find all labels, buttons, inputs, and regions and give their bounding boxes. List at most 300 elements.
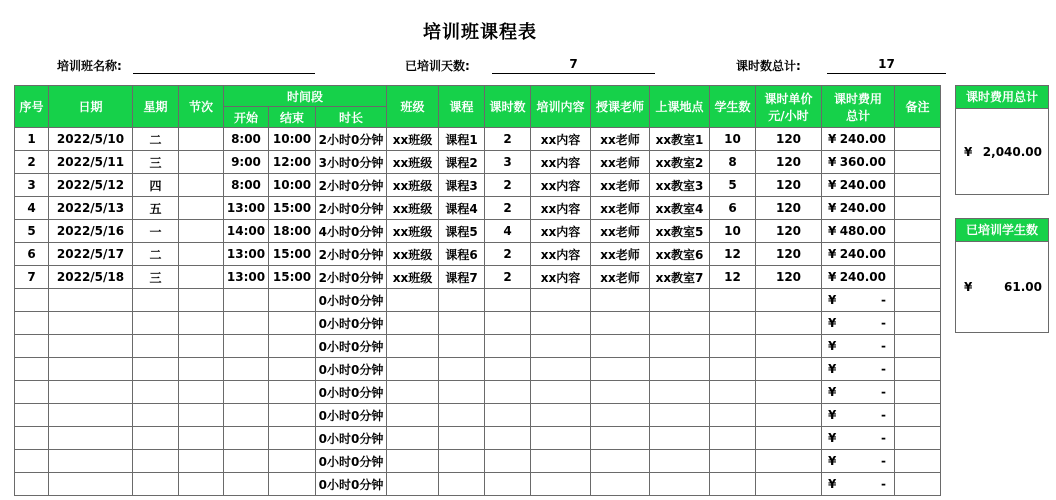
cell-remark[interactable]	[895, 151, 941, 174]
cell-total-fee[interactable]	[822, 128, 895, 151]
fee-value: -	[881, 477, 886, 491]
cell-total-fee[interactable]	[822, 427, 895, 450]
cell-hours[interactable]: 3	[485, 151, 531, 174]
cell-start[interactable]	[224, 404, 269, 427]
cell-location[interactable]: xx教室5	[650, 220, 710, 243]
cell-start[interactable]	[224, 473, 269, 496]
cell-teacher[interactable]: xx老师	[591, 266, 650, 289]
cell-hours[interactable]	[485, 404, 531, 427]
cell-no[interactable]: 5	[15, 220, 49, 243]
cell-session[interactable]	[179, 174, 224, 197]
cell-duration[interactable]: 2小时0分钟	[316, 128, 387, 151]
cell-remark[interactable]	[895, 335, 941, 358]
cell-date[interactable]	[49, 289, 133, 312]
cell-duration[interactable]: 0小时0分钟	[316, 450, 387, 473]
cell-location[interactable]	[650, 335, 710, 358]
cell-unit-price[interactable]	[756, 358, 822, 381]
header-location: 上课地点	[650, 86, 710, 128]
cell-duration[interactable]: 0小时0分钟	[316, 404, 387, 427]
cell-remark[interactable]	[895, 197, 941, 220]
cell-teacher[interactable]: xx老师	[591, 197, 650, 220]
cell-teacher[interactable]	[591, 450, 650, 473]
cell-session[interactable]	[179, 473, 224, 496]
cell-unit-price[interactable]	[756, 335, 822, 358]
cell-class[interactable]: xx班级	[387, 197, 439, 220]
cell-class[interactable]	[387, 381, 439, 404]
cell-course[interactable]: 课程1	[439, 128, 485, 151]
table-row	[15, 312, 941, 335]
cell-duration[interactable]: 2小时0分钟	[316, 266, 387, 289]
cell-class[interactable]	[387, 404, 439, 427]
cell-end[interactable]: 10:00	[269, 128, 316, 151]
cell-class[interactable]	[387, 473, 439, 496]
cell-session[interactable]	[179, 450, 224, 473]
cell-students[interactable]	[710, 427, 756, 450]
cell-class[interactable]: xx班级	[387, 128, 439, 151]
cell-teacher[interactable]: xx老师	[591, 243, 650, 266]
cell-duration[interactable]: 0小时0分钟	[316, 427, 387, 450]
cell-no[interactable]	[15, 427, 49, 450]
cell-hours[interactable]	[485, 312, 531, 335]
cell-teacher[interactable]	[591, 289, 650, 312]
cell-date[interactable]	[49, 312, 133, 335]
cell-location[interactable]	[650, 289, 710, 312]
cell-remark[interactable]	[895, 427, 941, 450]
cell-course[interactable]: 课程3	[439, 174, 485, 197]
cell-start[interactable]: 9:00	[224, 151, 269, 174]
cell-teacher[interactable]	[591, 427, 650, 450]
cell-no[interactable]: 1	[15, 128, 49, 151]
cell-course[interactable]: 课程5	[439, 220, 485, 243]
cell-start[interactable]	[224, 381, 269, 404]
cell-course[interactable]	[439, 358, 485, 381]
cell-unit-price[interactable]	[756, 427, 822, 450]
cell-students[interactable]	[710, 404, 756, 427]
cell-remark[interactable]	[895, 128, 941, 151]
cell-location[interactable]: xx教室1	[650, 128, 710, 151]
cell-unit-price[interactable]: 120	[756, 243, 822, 266]
cell-hours[interactable]	[485, 358, 531, 381]
cell-unit-price[interactable]	[756, 312, 822, 335]
cell-weekday[interactable]	[133, 289, 179, 312]
cell-location[interactable]: xx教室3	[650, 174, 710, 197]
cell-students[interactable]	[710, 473, 756, 496]
cell-session[interactable]	[179, 197, 224, 220]
header-unit-price	[756, 86, 822, 128]
currency-symbol: ¥	[828, 155, 837, 169]
cell-students[interactable]	[710, 312, 756, 335]
cell-start[interactable]	[224, 427, 269, 450]
header-date: 日期	[49, 86, 133, 128]
cell-course[interactable]	[439, 381, 485, 404]
cell-course[interactable]: 课程2	[439, 151, 485, 174]
cell-weekday[interactable]	[133, 473, 179, 496]
table-row	[15, 128, 941, 151]
cell-end[interactable]: 18:00	[269, 220, 316, 243]
students-summary-body	[956, 242, 1048, 332]
cell-session[interactable]	[179, 312, 224, 335]
cell-remark[interactable]	[895, 243, 941, 266]
cell-weekday[interactable]: 二	[133, 243, 179, 266]
cell-course[interactable]	[439, 473, 485, 496]
cell-end[interactable]	[269, 450, 316, 473]
cell-location[interactable]: xx教室2	[650, 151, 710, 174]
cell-students[interactable]: 5	[710, 174, 756, 197]
cell-session[interactable]	[179, 358, 224, 381]
cell-class[interactable]	[387, 427, 439, 450]
cell-unit-price[interactable]	[756, 450, 822, 473]
cell-course[interactable]	[439, 404, 485, 427]
cell-remark[interactable]	[895, 450, 941, 473]
cell-no[interactable]	[15, 335, 49, 358]
cell-teacher[interactable]	[591, 404, 650, 427]
cell-teacher[interactable]	[591, 473, 650, 496]
header-start: 开始	[224, 107, 269, 128]
cell-total-fee[interactable]	[822, 289, 895, 312]
header-total-fee	[822, 86, 895, 128]
cell-content[interactable]	[531, 427, 591, 450]
cell-start[interactable]: 8:00	[224, 174, 269, 197]
cell-no[interactable]	[15, 404, 49, 427]
cell-session[interactable]	[179, 289, 224, 312]
cell-start[interactable]	[224, 289, 269, 312]
cell-date[interactable]	[49, 404, 133, 427]
cell-teacher[interactable]: xx老师	[591, 174, 650, 197]
cell-date[interactable]: 2022/5/18	[49, 266, 133, 289]
cell-hours[interactable]	[485, 381, 531, 404]
cell-total-fee[interactable]	[822, 151, 895, 174]
cell-class[interactable]	[387, 335, 439, 358]
cell-students[interactable]	[710, 381, 756, 404]
cell-unit-price[interactable]: 120	[756, 220, 822, 243]
cell-teacher[interactable]	[591, 358, 650, 381]
cell-students[interactable]	[710, 289, 756, 312]
cell-date[interactable]: 2022/5/13	[49, 197, 133, 220]
header-no: 序号	[15, 86, 49, 128]
cell-unit-price[interactable]	[756, 473, 822, 496]
cell-hours[interactable]: 2	[485, 266, 531, 289]
cell-class[interactable]: xx班级	[387, 220, 439, 243]
header-course: 课程	[439, 86, 485, 128]
cell-location[interactable]	[650, 473, 710, 496]
cell-weekday[interactable]	[133, 404, 179, 427]
fee-value: -	[881, 431, 886, 445]
cell-weekday[interactable]: 三	[133, 151, 179, 174]
fee-value: 480.00	[839, 224, 886, 238]
cell-content[interactable]	[531, 358, 591, 381]
cell-course[interactable]	[439, 312, 485, 335]
cell-class[interactable]: xx班级	[387, 151, 439, 174]
cell-no[interactable]: 3	[15, 174, 49, 197]
days-field	[492, 73, 655, 74]
cell-weekday[interactable]: 五	[133, 197, 179, 220]
cell-location[interactable]	[650, 312, 710, 335]
hours-label: 课时数总计:	[736, 59, 801, 73]
currency-symbol: ¥	[964, 280, 973, 294]
cell-weekday[interactable]	[133, 381, 179, 404]
cell-remark[interactable]	[895, 473, 941, 496]
cell-course[interactable]	[439, 335, 485, 358]
cell-total-fee[interactable]	[822, 174, 895, 197]
cell-start[interactable]: 8:00	[224, 128, 269, 151]
cell-students[interactable]	[710, 335, 756, 358]
cell-unit-price[interactable]: 120	[756, 151, 822, 174]
cell-session[interactable]	[179, 335, 224, 358]
cell-class[interactable]: xx班级	[387, 266, 439, 289]
cell-session[interactable]	[179, 427, 224, 450]
cell-total-fee[interactable]	[822, 473, 895, 496]
cell-date[interactable]: 2022/5/11	[49, 151, 133, 174]
cell-teacher[interactable]	[591, 312, 650, 335]
cell-course[interactable]	[439, 450, 485, 473]
cell-students[interactable]: 10	[710, 220, 756, 243]
cell-content[interactable]: xx内容	[531, 128, 591, 151]
cell-total-fee[interactable]	[822, 335, 895, 358]
cell-duration[interactable]: 0小时0分钟	[316, 335, 387, 358]
class-name-field[interactable]	[133, 73, 315, 74]
cell-start[interactable]	[224, 450, 269, 473]
cell-end[interactable]: 15:00	[269, 197, 316, 220]
cell-total-fee[interactable]	[822, 312, 895, 335]
cell-content[interactable]: xx内容	[531, 151, 591, 174]
cell-duration[interactable]: 0小时0分钟	[316, 381, 387, 404]
cell-location[interactable]: xx教室4	[650, 197, 710, 220]
cell-remark[interactable]	[895, 358, 941, 381]
cell-date[interactable]	[49, 358, 133, 381]
cell-hours[interactable]: 2	[485, 197, 531, 220]
cell-no[interactable]	[15, 473, 49, 496]
cell-end[interactable]	[269, 404, 316, 427]
cell-no[interactable]	[15, 450, 49, 473]
cell-weekday[interactable]	[133, 335, 179, 358]
cell-teacher[interactable]: xx老师	[591, 128, 650, 151]
cell-location[interactable]: xx教室7	[650, 266, 710, 289]
cell-session[interactable]	[179, 151, 224, 174]
cell-no[interactable]: 6	[15, 243, 49, 266]
cell-start[interactable]: 14:00	[224, 220, 269, 243]
cell-total-fee[interactable]	[822, 358, 895, 381]
cell-duration[interactable]: 0小时0分钟	[316, 312, 387, 335]
cell-students[interactable]	[710, 450, 756, 473]
cell-weekday[interactable]	[133, 358, 179, 381]
cell-session[interactable]	[179, 243, 224, 266]
cell-unit-price[interactable]	[756, 381, 822, 404]
cell-date[interactable]: 2022/5/10	[49, 128, 133, 151]
cell-hours[interactable]	[485, 289, 531, 312]
cell-unit-price[interactable]: 120	[756, 174, 822, 197]
cell-remark[interactable]	[895, 220, 941, 243]
cell-no[interactable]	[15, 312, 49, 335]
cell-weekday[interactable]	[133, 450, 179, 473]
cell-total-fee[interactable]	[822, 243, 895, 266]
cell-remark[interactable]	[895, 174, 941, 197]
cell-class[interactable]	[387, 289, 439, 312]
cell-students[interactable]	[710, 358, 756, 381]
cell-remark[interactable]	[895, 312, 941, 335]
cell-unit-price[interactable]: 120	[756, 128, 822, 151]
cell-class[interactable]: xx班级	[387, 174, 439, 197]
cell-session[interactable]	[179, 404, 224, 427]
cell-no[interactable]: 7	[15, 266, 49, 289]
cell-duration[interactable]: 2小时0分钟	[316, 243, 387, 266]
schedule-body	[15, 128, 941, 496]
cell-end[interactable]	[269, 381, 316, 404]
cell-hours[interactable]	[485, 473, 531, 496]
cell-content[interactable]	[531, 312, 591, 335]
cell-session[interactable]	[179, 381, 224, 404]
cell-date[interactable]	[49, 473, 133, 496]
cell-end[interactable]: 15:00	[269, 243, 316, 266]
cell-date[interactable]: 2022/5/12	[49, 174, 133, 197]
cell-total-fee[interactable]	[822, 197, 895, 220]
cell-hours[interactable]: 2	[485, 243, 531, 266]
cell-duration[interactable]: 0小时0分钟	[316, 473, 387, 496]
cell-content[interactable]: xx内容	[531, 220, 591, 243]
fee-value: -	[881, 293, 886, 307]
cell-teacher[interactable]	[591, 335, 650, 358]
cell-unit-price[interactable]	[756, 289, 822, 312]
cell-class[interactable]	[387, 312, 439, 335]
cell-end[interactable]	[269, 473, 316, 496]
cell-class[interactable]	[387, 358, 439, 381]
cell-end[interactable]: 15:00	[269, 266, 316, 289]
cell-content[interactable]	[531, 335, 591, 358]
cell-content[interactable]: xx内容	[531, 243, 591, 266]
currency-symbol: ¥	[828, 247, 837, 261]
cell-end[interactable]	[269, 358, 316, 381]
cell-weekday[interactable]	[133, 312, 179, 335]
cell-location[interactable]: xx教室6	[650, 243, 710, 266]
cell-weekday[interactable]	[133, 427, 179, 450]
cell-course[interactable]: 课程4	[439, 197, 485, 220]
cell-course[interactable]	[439, 427, 485, 450]
cell-duration[interactable]: 2小时0分钟	[316, 197, 387, 220]
cell-date[interactable]	[49, 427, 133, 450]
cell-content[interactable]	[531, 404, 591, 427]
cell-course[interactable]: 课程6	[439, 243, 485, 266]
cell-duration[interactable]: 0小时0分钟	[316, 289, 387, 312]
cell-duration[interactable]: 4小时0分钟	[316, 220, 387, 243]
cell-start[interactable]: 13:00	[224, 266, 269, 289]
cell-class[interactable]	[387, 450, 439, 473]
cell-total-fee[interactable]	[822, 404, 895, 427]
cell-total-fee[interactable]	[822, 220, 895, 243]
cell-duration[interactable]: 2小时0分钟	[316, 174, 387, 197]
cell-students[interactable]: 6	[710, 197, 756, 220]
cell-location[interactable]	[650, 427, 710, 450]
cell-hours[interactable]: 2	[485, 128, 531, 151]
cell-end[interactable]: 12:00	[269, 151, 316, 174]
cell-no[interactable]: 2	[15, 151, 49, 174]
table-row	[15, 243, 941, 266]
cell-no[interactable]: 4	[15, 197, 49, 220]
cell-duration[interactable]: 0小时0分钟	[316, 358, 387, 381]
cell-end[interactable]	[269, 335, 316, 358]
cell-weekday[interactable]: 一	[133, 220, 179, 243]
cell-total-fee[interactable]	[822, 266, 895, 289]
cell-end[interactable]	[269, 289, 316, 312]
cell-students[interactable]: 8	[710, 151, 756, 174]
cell-class[interactable]: xx班级	[387, 243, 439, 266]
cell-hours[interactable]	[485, 427, 531, 450]
cell-remark[interactable]	[895, 381, 941, 404]
cell-hours[interactable]	[485, 335, 531, 358]
header-unit-price-line2: 元/小时	[768, 108, 809, 123]
cell-students[interactable]: 12	[710, 266, 756, 289]
cell-content[interactable]: xx内容	[531, 266, 591, 289]
cell-location[interactable]	[650, 404, 710, 427]
cell-hours[interactable]: 4	[485, 220, 531, 243]
cell-content[interactable]: xx内容	[531, 174, 591, 197]
cell-weekday[interactable]: 四	[133, 174, 179, 197]
cell-no[interactable]	[15, 289, 49, 312]
cell-no[interactable]	[15, 358, 49, 381]
cell-duration[interactable]: 3小时0分钟	[316, 151, 387, 174]
cell-location[interactable]	[650, 450, 710, 473]
cell-content[interactable]	[531, 450, 591, 473]
table-row	[15, 381, 941, 404]
cell-unit-price[interactable]: 120	[756, 197, 822, 220]
cell-end[interactable]: 10:00	[269, 174, 316, 197]
cell-course[interactable]	[439, 289, 485, 312]
cell-session[interactable]	[179, 220, 224, 243]
cell-content[interactable]: xx内容	[531, 197, 591, 220]
cell-end[interactable]	[269, 427, 316, 450]
cell-total-fee[interactable]	[822, 381, 895, 404]
cell-date[interactable]	[49, 335, 133, 358]
cell-total-fee[interactable]	[822, 450, 895, 473]
cell-remark[interactable]	[895, 266, 941, 289]
currency-symbol: ¥	[828, 132, 837, 146]
cell-content[interactable]	[531, 289, 591, 312]
header-students: 学生数	[710, 86, 756, 128]
cell-remark[interactable]	[895, 404, 941, 427]
cell-unit-price[interactable]: 120	[756, 266, 822, 289]
cell-no[interactable]	[15, 381, 49, 404]
cell-students[interactable]: 12	[710, 243, 756, 266]
cell-start[interactable]	[224, 335, 269, 358]
cell-date[interactable]	[49, 381, 133, 404]
cell-remark[interactable]	[895, 289, 941, 312]
cell-weekday[interactable]: 三	[133, 266, 179, 289]
cell-teacher[interactable]	[591, 381, 650, 404]
cell-content[interactable]	[531, 381, 591, 404]
cell-start[interactable]	[224, 358, 269, 381]
cell-start[interactable]: 13:00	[224, 243, 269, 266]
cell-location[interactable]	[650, 381, 710, 404]
cell-end[interactable]	[269, 312, 316, 335]
cell-hours[interactable]	[485, 450, 531, 473]
total-fee-summary-body	[956, 109, 1048, 194]
cell-weekday[interactable]: 二	[133, 128, 179, 151]
currency-symbol: ¥	[828, 224, 837, 238]
cell-date[interactable]: 2022/5/17	[49, 243, 133, 266]
cell-start[interactable]: 13:00	[224, 197, 269, 220]
cell-content[interactable]	[531, 473, 591, 496]
cell-date[interactable]	[49, 450, 133, 473]
cell-teacher[interactable]: xx老师	[591, 151, 650, 174]
cell-date[interactable]: 2022/5/16	[49, 220, 133, 243]
cell-session[interactable]	[179, 266, 224, 289]
cell-location[interactable]	[650, 358, 710, 381]
cell-teacher[interactable]: xx老师	[591, 220, 650, 243]
cell-unit-price[interactable]	[756, 404, 822, 427]
cell-start[interactable]	[224, 312, 269, 335]
cell-session[interactable]	[179, 128, 224, 151]
cell-hours[interactable]: 2	[485, 174, 531, 197]
cell-course[interactable]: 课程7	[439, 266, 485, 289]
cell-students[interactable]: 10	[710, 128, 756, 151]
